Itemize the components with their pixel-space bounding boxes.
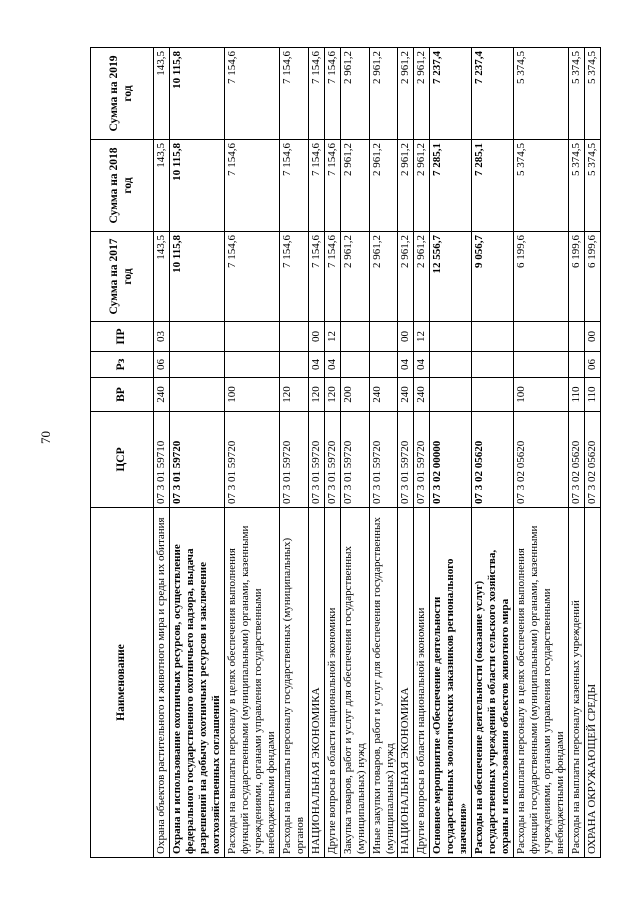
cell-sum-2019: 7 154,6: [324, 48, 340, 140]
cell-sum-2017: 2 961,2: [398, 232, 414, 322]
cell-pr: 00: [398, 322, 414, 352]
cell-name: Другие вопросы в области национальной экономики: [414, 508, 430, 858]
table-row: [154, 48, 170, 858]
cell-sum-2018: 2 961,2: [369, 140, 398, 232]
cell-pr: [279, 322, 308, 352]
cell-sum-2019: 5 374,5: [569, 48, 585, 140]
cell-sum-2017: 10 115,8: [169, 232, 224, 322]
header-2017: Сумма на 2017 год: [91, 232, 154, 322]
cell-sum-2019: 5 374,5: [585, 48, 601, 140]
cell-sum-2017: 7 154,6: [324, 232, 340, 322]
header-pr: ПР: [91, 322, 154, 352]
cell-name: Расходы на выплаты персоналу государственных (муниципальных) органов: [279, 508, 308, 858]
cell-csr: 07 3 01 59720: [398, 412, 414, 508]
cell-rz: 04: [398, 352, 414, 378]
cell-csr: 07 3 01 59720: [369, 412, 398, 508]
cell-vr: 240: [369, 378, 398, 412]
cell-pr: [430, 322, 472, 352]
cell-csr: 07 3 01 59720: [308, 412, 324, 508]
cell-name: НАЦИОНАЛЬНАЯ ЭКОНОМИКА: [398, 508, 414, 858]
cell-vr: 110: [569, 378, 585, 412]
cell-sum-2017: 7 154,6: [279, 232, 308, 322]
cell-name: Расходы на выплаты персоналу казенных учреждений: [569, 508, 585, 858]
table-row: [169, 48, 224, 858]
cell-name: Охрана и использование охотничьих ресурсов, осуществление федерального государственного охотничьего надзора, выдача разрешений на добычу охотничьих ресурсов и заключение охотхозяйственных соглашений: [169, 508, 224, 858]
cell-csr: 07 3 01 59720: [340, 412, 369, 508]
cell-sum-2018: 10 115,8: [169, 140, 224, 232]
cell-pr: 00: [585, 322, 601, 352]
cell-pr: [369, 322, 398, 352]
cell-rz: 04: [414, 352, 430, 378]
cell-csr: 07 3 01 59720: [414, 412, 430, 508]
table-row: [308, 48, 324, 858]
table-row: [569, 48, 585, 858]
header-row: [91, 48, 154, 858]
cell-vr: [169, 378, 224, 412]
cell-sum-2017: 6 199,6: [585, 232, 601, 322]
page-number: 70: [38, 431, 53, 444]
cell-pr: [569, 322, 585, 352]
cell-sum-2017: 143,5: [154, 232, 170, 322]
cell-rz: [569, 352, 585, 378]
cell-sum-2018: 5 374,5: [569, 140, 585, 232]
table-row: [279, 48, 308, 858]
cell-rz: [369, 352, 398, 378]
cell-vr: 240: [398, 378, 414, 412]
cell-vr: 120: [279, 378, 308, 412]
header-2018: Сумма на 2018 год: [91, 140, 154, 232]
cell-rz: [430, 352, 472, 378]
cell-rz: [472, 352, 514, 378]
cell-sum-2018: 7 154,6: [224, 140, 279, 232]
cell-csr: 07 3 02 00000: [430, 412, 472, 508]
cell-sum-2019: 2 961,2: [369, 48, 398, 140]
budget-table: [90, 47, 601, 858]
cell-csr: 07 3 01 59720: [169, 412, 224, 508]
table-row: [414, 48, 430, 858]
table-row: [340, 48, 369, 858]
cell-sum-2018: 143,5: [154, 140, 170, 232]
cell-rz: 04: [324, 352, 340, 378]
cell-name: Другие вопросы в области национальной экономики: [324, 508, 340, 858]
cell-sum-2017: 6 199,6: [514, 232, 569, 322]
cell-sum-2018: 5 374,5: [514, 140, 569, 232]
cell-sum-2018: 7 285,1: [472, 140, 514, 232]
cell-name: НАЦИОНАЛЬНАЯ ЭКОНОМИКА: [308, 508, 324, 858]
cell-sum-2018: 5 374,5: [585, 140, 601, 232]
cell-rz: [224, 352, 279, 378]
cell-sum-2018: 2 961,2: [340, 140, 369, 232]
cell-pr: [169, 322, 224, 352]
cell-sum-2017: 9 056,7: [472, 232, 514, 322]
table-row: [224, 48, 279, 858]
cell-pr: [224, 322, 279, 352]
cell-sum-2017: 7 154,6: [308, 232, 324, 322]
cell-vr: 200: [340, 378, 369, 412]
cell-name: Расходы на выплаты персоналу в целях обеспечения выполнения функций государственными (муниципальными) органами, казенными учреждениями, органами управления государственными внебюджетными фондами: [224, 508, 279, 858]
cell-sum-2017: 6 199,6: [569, 232, 585, 322]
cell-sum-2019: 7 154,6: [308, 48, 324, 140]
table-row: [324, 48, 340, 858]
cell-csr: 07 3 01 59720: [279, 412, 308, 508]
cell-sum-2019: 7 237,4: [430, 48, 472, 140]
table-row: [369, 48, 398, 858]
cell-sum-2017: 2 961,2: [369, 232, 398, 322]
table-row: [585, 48, 601, 858]
cell-sum-2019: 7 154,6: [224, 48, 279, 140]
table-row: [514, 48, 569, 858]
cell-name: Расходы на выплаты персоналу в целях обеспечения выполнения функций государственными (муниципальными) органами, казенными учреждениями, органами управления государственными внебюджетными фондами: [514, 508, 569, 858]
cell-name: Закупка товаров, работ и услуг для обеспечения государственных (муниципальных) нужд: [340, 508, 369, 858]
cell-sum-2017: 2 961,2: [340, 232, 369, 322]
header-vr: ВР: [91, 378, 154, 412]
cell-sum-2018: 7 154,6: [324, 140, 340, 232]
table-row: [430, 48, 472, 858]
cell-sum-2018: 7 154,6: [308, 140, 324, 232]
cell-pr: 00: [308, 322, 324, 352]
cell-sum-2018: 7 154,6: [279, 140, 308, 232]
cell-rz: [279, 352, 308, 378]
cell-vr: 100: [514, 378, 569, 412]
cell-csr: 07 3 01 59720: [224, 412, 279, 508]
cell-sum-2019: 7 154,6: [279, 48, 308, 140]
cell-sum-2017: 12 556,7: [430, 232, 472, 322]
cell-csr: 07 3 02 05620: [514, 412, 569, 508]
header-rz: Рз: [91, 352, 154, 378]
cell-sum-2017: 2 961,2: [414, 232, 430, 322]
cell-csr: 07 3 02 05620: [569, 412, 585, 508]
cell-rz: [514, 352, 569, 378]
cell-vr: [472, 378, 514, 412]
cell-sum-2019: 5 374,5: [514, 48, 569, 140]
cell-vr: [430, 378, 472, 412]
cell-vr: 110: [585, 378, 601, 412]
cell-name: Расходы на обеспечение деятельности (оказание услуг) государственных учреждений в области сельского хозяйства, охраны и использования объектов животного мира: [472, 508, 514, 858]
cell-rz: 04: [308, 352, 324, 378]
cell-rz: [340, 352, 369, 378]
rotated-table-container: [90, 48, 599, 858]
table-row: [398, 48, 414, 858]
cell-sum-2019: 7 237,4: [472, 48, 514, 140]
cell-pr: 12: [414, 322, 430, 352]
cell-vr: 120: [324, 378, 340, 412]
cell-sum-2018: 2 961,2: [414, 140, 430, 232]
cell-name: Охрана объектов растительного и животного мира и среды их обитания: [154, 508, 170, 858]
cell-pr: [472, 322, 514, 352]
header-name: Наименование: [91, 508, 154, 858]
cell-name: Основное мероприятие «Обеспечение деятельности государственных зоологических заказников регионального значения»: [430, 508, 472, 858]
cell-sum-2018: 7 285,1: [430, 140, 472, 232]
cell-csr: 07 3 02 05620: [472, 412, 514, 508]
cell-sum-2019: 2 961,2: [414, 48, 430, 140]
cell-vr: 240: [414, 378, 430, 412]
cell-pr: 12: [324, 322, 340, 352]
cell-pr: 03: [154, 322, 170, 352]
cell-rz: 06: [585, 352, 601, 378]
cell-sum-2019: 10 115,8: [169, 48, 224, 140]
header-2019: Сумма на 2019 год: [91, 48, 154, 140]
cell-vr: 100: [224, 378, 279, 412]
cell-rz: 06: [154, 352, 170, 378]
cell-csr: 07 3 02 05620: [585, 412, 601, 508]
cell-csr: 07 3 01 59720: [324, 412, 340, 508]
cell-sum-2019: 2 961,2: [398, 48, 414, 140]
cell-sum-2019: 143,5: [154, 48, 170, 140]
cell-pr: [514, 322, 569, 352]
cell-csr: 07 3 01 59710: [154, 412, 170, 508]
cell-rz: [169, 352, 224, 378]
cell-name: Иные закупки товаров, работ и услуг для обеспечения государственных (муниципальных) нужд: [369, 508, 398, 858]
cell-sum-2019: 2 961,2: [340, 48, 369, 140]
cell-vr: 120: [308, 378, 324, 412]
header-csr: ЦСР: [91, 412, 154, 508]
cell-name: ОХРАНА ОКРУЖАЮЩЕЙ СРЕДЫ: [585, 508, 601, 858]
cell-pr: [340, 322, 369, 352]
cell-sum-2017: 7 154,6: [224, 232, 279, 322]
cell-vr: 240: [154, 378, 170, 412]
cell-sum-2018: 2 961,2: [398, 140, 414, 232]
table-row: [472, 48, 514, 858]
